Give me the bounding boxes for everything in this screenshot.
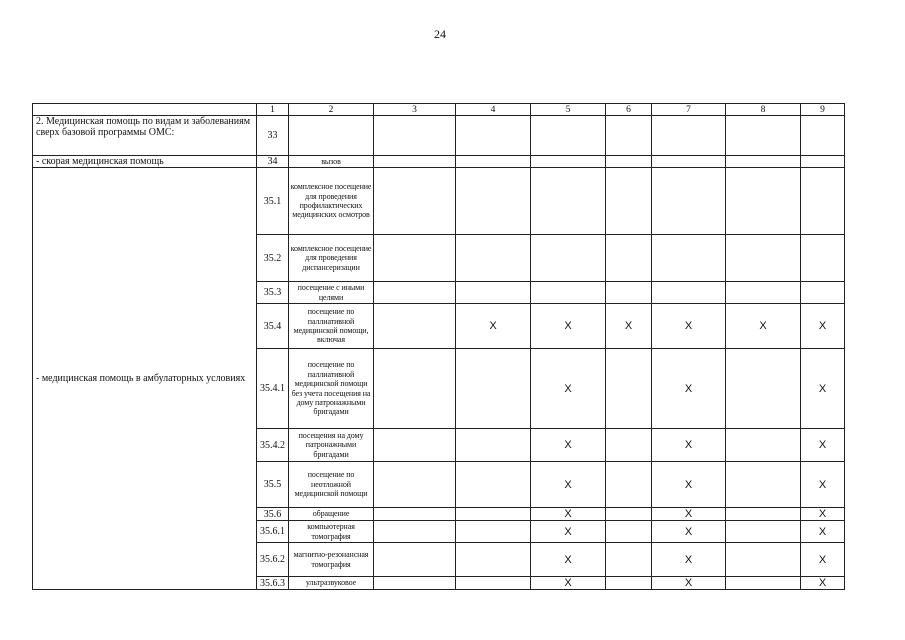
value-cell: X (531, 304, 606, 349)
value-cell (801, 116, 845, 156)
table-row (33, 116, 845, 156)
header-cell: 3 (374, 104, 456, 116)
value-cell (726, 168, 801, 235)
value-cell (456, 508, 531, 521)
value-cell (374, 349, 456, 429)
value-cell: X (726, 304, 801, 349)
value-cell (606, 168, 652, 235)
value-cell (606, 462, 652, 508)
value-cell (374, 304, 456, 349)
value-cell: X (801, 304, 845, 349)
header-cell: 4 (456, 104, 531, 116)
table-row (33, 156, 845, 168)
header-cell: 8 (726, 104, 801, 116)
header-row (33, 104, 845, 116)
value-cell (374, 543, 456, 577)
value-cell (652, 116, 726, 156)
row-code: 35.5 (257, 462, 289, 508)
value-cell (652, 168, 726, 235)
header-cell: 1 (257, 104, 289, 116)
value-cell (652, 156, 726, 168)
value-cell (606, 156, 652, 168)
value-cell (801, 156, 845, 168)
row-code: 35.6.3 (257, 577, 289, 590)
value-cell (606, 282, 652, 304)
value-cell: X (531, 462, 606, 508)
header-cell: 5 (531, 104, 606, 116)
value-cell (726, 577, 801, 590)
value-cell (456, 543, 531, 577)
table-row (33, 168, 845, 235)
value-cell (456, 577, 531, 590)
value-cell (726, 543, 801, 577)
value-cell: X (801, 508, 845, 521)
value-cell: X (801, 577, 845, 590)
value-cell: X (652, 521, 726, 543)
row-code: 35.6 (257, 508, 289, 521)
value-cell: X (652, 304, 726, 349)
row-code: 34 (257, 156, 289, 168)
row-code: 35.6.1 (257, 521, 289, 543)
value-cell: X (801, 521, 845, 543)
value-cell (531, 168, 606, 235)
value-cell (531, 116, 606, 156)
value-cell (726, 521, 801, 543)
header-cell: 6 (606, 104, 652, 116)
value-cell (606, 429, 652, 462)
value-cell (726, 462, 801, 508)
value-cell (726, 429, 801, 462)
value-cell: X (652, 577, 726, 590)
row-code: 35.4.2 (257, 429, 289, 462)
value-cell: X (652, 543, 726, 577)
value-cell (456, 521, 531, 543)
value-cell (374, 116, 456, 156)
value-cell: X (801, 543, 845, 577)
row-unit: компьютерная томография (289, 521, 374, 543)
value-cell (456, 116, 531, 156)
value-cell: X (531, 543, 606, 577)
row-code: 35.3 (257, 282, 289, 304)
row-code: 33 (257, 116, 289, 156)
row-unit: ультразвуковое (289, 577, 374, 590)
value-cell (374, 508, 456, 521)
value-cell (726, 508, 801, 521)
value-cell (374, 429, 456, 462)
value-cell (726, 235, 801, 282)
value-cell (456, 282, 531, 304)
value-cell (801, 235, 845, 282)
value-cell (606, 116, 652, 156)
row-code: 35.4 (257, 304, 289, 349)
value-cell (606, 521, 652, 543)
row-unit: обращение (289, 508, 374, 521)
value-cell (531, 156, 606, 168)
value-cell (456, 462, 531, 508)
row-unit: посещения на дому патронажными бригадами (289, 429, 374, 462)
row-unit: посещение с иными целями (289, 282, 374, 304)
row-code: 35.6.2 (257, 543, 289, 577)
value-cell (652, 235, 726, 282)
value-cell: X (531, 577, 606, 590)
value-cell (606, 235, 652, 282)
row-unit (289, 116, 374, 156)
header-cell: 9 (801, 104, 845, 116)
row-unit: вызов (289, 156, 374, 168)
row-unit: посещение по неотложной медицинской помощи (289, 462, 374, 508)
row-code: 35.1 (257, 168, 289, 235)
value-cell: X (801, 462, 845, 508)
row-code: 35.2 (257, 235, 289, 282)
value-cell (374, 577, 456, 590)
value-cell: X (652, 349, 726, 429)
value-cell: X (801, 349, 845, 429)
value-cell: X (531, 429, 606, 462)
value-cell (606, 349, 652, 429)
row-unit: комплексное посещение для проведения профилактических медицинских осмотров (289, 168, 374, 235)
value-cell (374, 282, 456, 304)
value-cell (726, 156, 801, 168)
value-cell (801, 282, 845, 304)
value-cell: X (531, 349, 606, 429)
value-cell (606, 543, 652, 577)
value-cell: X (652, 462, 726, 508)
group-label-ambulance: - скорая медицинская помощь (33, 156, 257, 168)
page-number: 24 (434, 27, 446, 41)
header-cell (33, 104, 257, 116)
header-cell: 7 (652, 104, 726, 116)
value-cell (456, 429, 531, 462)
value-cell (726, 282, 801, 304)
value-cell (374, 235, 456, 282)
row-unit: комплексное посещение для проведения диспансеризации (289, 235, 374, 282)
value-cell (374, 168, 456, 235)
value-cell (456, 349, 531, 429)
value-cell (531, 282, 606, 304)
value-cell: X (606, 304, 652, 349)
value-cell (726, 349, 801, 429)
value-cell (531, 235, 606, 282)
value-cell (456, 168, 531, 235)
value-cell (374, 521, 456, 543)
value-cell: X (652, 508, 726, 521)
value-cell: X (801, 429, 845, 462)
value-cell (456, 156, 531, 168)
value-cell (374, 462, 456, 508)
group-label-above-base: 2. Медицинская помощь по видам и заболеваниям сверх базовой программы ОМС: (33, 116, 257, 156)
value-cell (606, 508, 652, 521)
value-cell: X (652, 429, 726, 462)
row-code: 35.4.1 (257, 349, 289, 429)
value-cell: X (531, 521, 606, 543)
row-unit: посещение по паллиативной медицинской помощи без учета посещения на дому патронажными бригадами (289, 349, 374, 429)
value-cell (456, 235, 531, 282)
value-cell (374, 156, 456, 168)
value-cell: X (531, 508, 606, 521)
header-cell: 2 (289, 104, 374, 116)
group-label-outpatient: - медицинская помощь в амбулаторных условиях (33, 168, 257, 590)
value-cell (652, 282, 726, 304)
value-cell (726, 116, 801, 156)
row-unit: магнитно-резонансная томография (289, 543, 374, 577)
value-cell: X (456, 304, 531, 349)
row-unit: посещение по паллиативной медицинской помощи, включая (289, 304, 374, 349)
value-cell (606, 577, 652, 590)
value-cell (801, 168, 845, 235)
data-table (32, 103, 845, 590)
